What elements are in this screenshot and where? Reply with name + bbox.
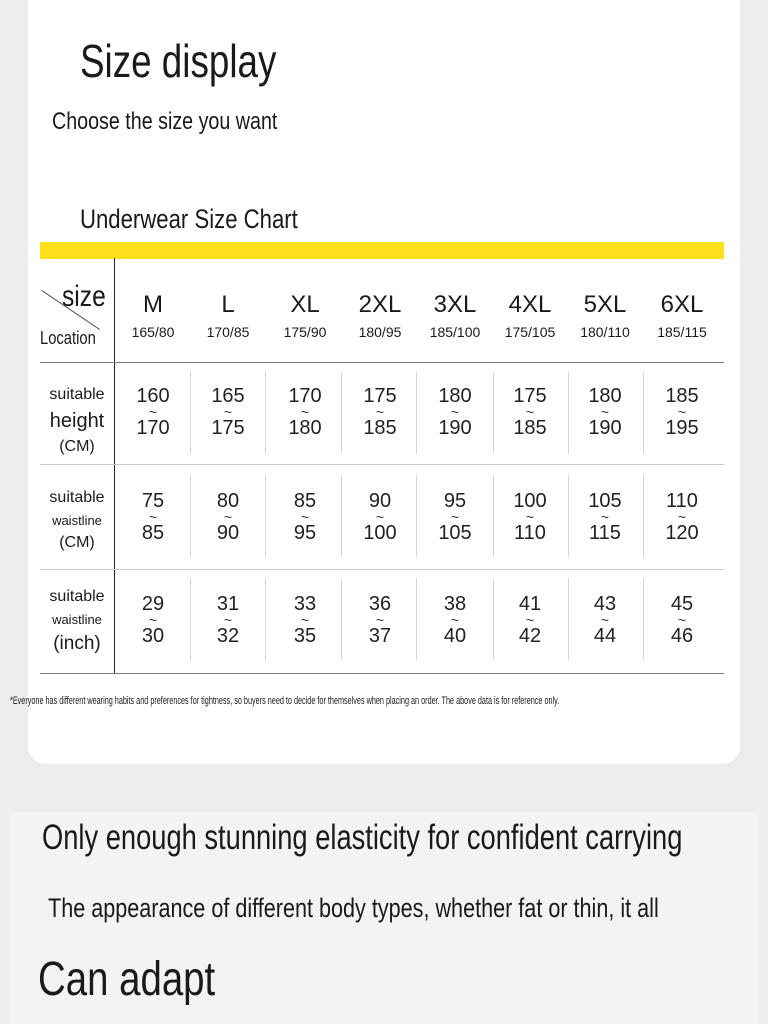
- size-column-header: [342, 0, 418, 340]
- range-max: 170: [136, 417, 170, 439]
- range-symbol: ~: [223, 612, 233, 628]
- table-cell: [567, 491, 643, 543]
- range-min: 165: [211, 385, 245, 407]
- body-types-text: The appearance of different body types, whether fat or thin, it all: [48, 893, 659, 923]
- range-symbol: ~: [375, 404, 385, 420]
- table-cell: [342, 491, 418, 543]
- table-cell: [492, 594, 568, 646]
- range-symbol: ~: [677, 612, 687, 628]
- range-symbol: ~: [223, 404, 233, 420]
- size-column-header: [417, 0, 493, 340]
- range-max: 115: [589, 522, 621, 544]
- range-max: 185: [513, 417, 547, 439]
- table-cell: [567, 594, 643, 646]
- table-cell: [342, 594, 418, 646]
- range-min: 95: [443, 490, 467, 512]
- size-name: XL: [290, 291, 320, 318]
- range-max: 195: [665, 417, 699, 439]
- chart-title: Underwear Size Chart: [80, 204, 298, 234]
- range-max: 30: [141, 625, 165, 647]
- size-name: 2XL: [358, 291, 402, 318]
- corner-location-label: Location: [40, 328, 96, 348]
- table-cell: [342, 386, 418, 438]
- range-max: 105: [438, 522, 472, 544]
- range-symbol: ~: [525, 612, 535, 628]
- range-min: 170: [288, 385, 322, 407]
- table-cell: [115, 386, 191, 438]
- range-symbol: ~: [600, 509, 610, 525]
- range-symbol: ~: [300, 612, 310, 628]
- range-symbol: ~: [148, 404, 158, 420]
- range-symbol: ~: [600, 612, 610, 628]
- range-max: 44: [593, 625, 617, 647]
- row-label-line: suitable: [49, 588, 105, 605]
- size-dimensions: 175/90: [283, 324, 327, 340]
- range-min: 41: [518, 593, 542, 615]
- table-cell: [492, 386, 568, 438]
- range-min: 100: [513, 490, 547, 512]
- range-symbol: ~: [450, 404, 460, 420]
- row-label-line: suitable: [49, 489, 105, 506]
- size-dimensions: 185/115: [657, 324, 707, 340]
- table-cell: [417, 594, 493, 646]
- range-max: 35: [293, 625, 317, 647]
- table-cell: [644, 491, 720, 543]
- range-symbol: ~: [375, 509, 385, 525]
- range-max: 190: [438, 417, 472, 439]
- row-label-line: waistline: [52, 612, 102, 627]
- range-max: 190: [588, 417, 622, 439]
- range-symbol: ~: [300, 404, 310, 420]
- range-max: 120: [665, 522, 699, 544]
- range-min: 105: [588, 490, 622, 512]
- range-symbol: ~: [525, 404, 535, 420]
- table-cell: [567, 386, 643, 438]
- size-name: L: [221, 291, 235, 318]
- range-min: 175: [513, 385, 547, 407]
- size-dimensions: 185/100: [429, 324, 481, 340]
- table-cell: [115, 594, 191, 646]
- size-dimensions: 165/80: [131, 324, 175, 340]
- range-min: 45: [670, 593, 694, 615]
- range-min: 110: [666, 490, 698, 512]
- table-cell: [115, 491, 191, 543]
- table-cell: [190, 386, 266, 438]
- range-max: 90: [216, 522, 240, 544]
- table-cell: [190, 594, 266, 646]
- size-dimensions: 180/95: [358, 324, 402, 340]
- range-symbol: ~: [450, 612, 460, 628]
- table-cell: [267, 594, 343, 646]
- row-label: [40, 383, 114, 459]
- range-min: 75: [141, 490, 165, 512]
- table-cell: [492, 491, 568, 543]
- tagline: Only enough stunning elasticity for confident carrying: [42, 818, 683, 857]
- range-symbol: ~: [600, 404, 610, 420]
- row-divider: [40, 569, 724, 570]
- size-dimensions: 180/110: [580, 324, 630, 340]
- range-min: 180: [588, 385, 622, 407]
- range-symbol: ~: [375, 612, 385, 628]
- range-max: 40: [443, 625, 467, 647]
- size-column-header: [190, 0, 266, 340]
- table-cell: [190, 491, 266, 543]
- range-max: 95: [293, 522, 317, 544]
- range-symbol: ~: [300, 509, 310, 525]
- range-min: 38: [443, 593, 467, 615]
- range-symbol: ~: [525, 509, 535, 525]
- row-label-line: (inch): [53, 633, 101, 654]
- range-symbol: ~: [223, 509, 233, 525]
- size-column-header: [115, 0, 191, 340]
- size-name: 4XL: [508, 291, 552, 318]
- range-min: 180: [438, 385, 472, 407]
- row-label-line: waistline: [52, 513, 102, 528]
- row-label-line: (CM): [59, 534, 95, 551]
- row-label: [40, 486, 114, 555]
- range-min: 80: [216, 490, 240, 512]
- row-label-line: suitable: [49, 386, 105, 403]
- size-dimensions: 170/85: [206, 324, 250, 340]
- table-cell: [267, 491, 343, 543]
- header-divider: [40, 362, 724, 363]
- range-max: 185: [363, 417, 397, 439]
- range-min: 185: [665, 385, 699, 407]
- range-symbol: ~: [148, 509, 158, 525]
- size-name: M: [143, 291, 163, 318]
- row-label: [40, 585, 114, 657]
- page-subtitle: Choose the size you want: [52, 108, 278, 135]
- range-min: 85: [293, 490, 317, 512]
- row-divider: [40, 464, 724, 465]
- range-min: 31: [216, 593, 240, 615]
- corner-size-label: size: [62, 280, 106, 313]
- size-column-header: [567, 0, 643, 340]
- size-column-header: [267, 0, 343, 340]
- range-max: 32: [216, 625, 240, 647]
- range-symbol: ~: [677, 404, 687, 420]
- table-bottom-line: [40, 673, 724, 674]
- range-max: 85: [141, 522, 165, 544]
- range-symbol: ~: [450, 509, 460, 525]
- range-min: 36: [368, 593, 392, 615]
- page-title: Size display: [80, 35, 277, 87]
- size-column-header: [492, 0, 568, 340]
- size-column-header: [644, 0, 720, 340]
- range-max: 37: [368, 625, 392, 647]
- table-cell: [267, 386, 343, 438]
- range-max: 110: [514, 522, 546, 544]
- range-max: 100: [363, 522, 397, 544]
- range-min: 90: [368, 490, 392, 512]
- table-cell: [417, 386, 493, 438]
- range-max: 46: [670, 625, 694, 647]
- range-max: 180: [288, 417, 322, 439]
- range-symbol: ~: [677, 509, 687, 525]
- size-dimensions: 175/105: [504, 324, 556, 340]
- range-max: 175: [211, 417, 245, 439]
- range-min: 29: [141, 593, 165, 615]
- table-cell: [417, 491, 493, 543]
- range-min: 175: [363, 385, 397, 407]
- size-name: 3XL: [433, 291, 477, 318]
- size-name: 6XL: [660, 291, 704, 318]
- range-max: 42: [518, 625, 542, 647]
- range-min: 160: [136, 385, 170, 407]
- range-symbol: ~: [148, 612, 158, 628]
- disclaimer-note: *Everyone has different wearing habits and preferences for tightness, so buyers need to decide for themselves when placing an order. The above data is for reference only.: [10, 695, 560, 707]
- row-label-line: (CM): [59, 438, 95, 455]
- range-min: 33: [293, 593, 317, 615]
- size-name: 5XL: [583, 291, 627, 318]
- table-cell: [644, 386, 720, 438]
- range-min: 43: [593, 593, 617, 615]
- row-label-line: height: [49, 410, 105, 432]
- adapt-heading: Can adapt: [38, 953, 216, 1006]
- table-cell: [644, 594, 720, 646]
